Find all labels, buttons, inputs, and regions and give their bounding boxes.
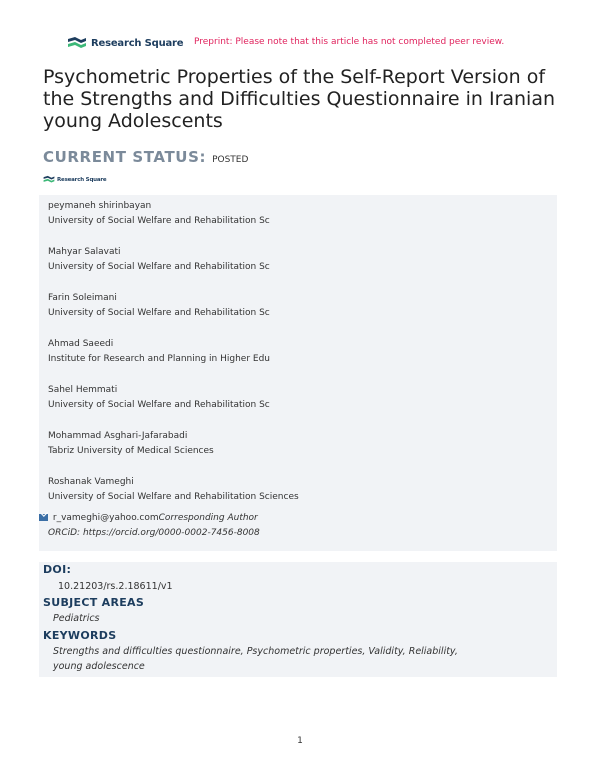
author-affiliation: Tabriz University of Medical Sciences	[48, 446, 214, 456]
author-entry	[48, 475, 299, 505]
research-square-small-logo	[43, 175, 106, 184]
corresponding-contact	[39, 511, 260, 541]
author-entry	[48, 337, 270, 367]
status-value: POSTED	[212, 155, 249, 165]
author-entry	[48, 291, 270, 321]
author-affiliation: University of Social Welfare and Rehabilitation Sc	[48, 308, 270, 318]
author-entry	[48, 245, 270, 275]
author-name: Ahmad Saeedi	[48, 339, 114, 349]
research-square-logo[interactable]	[67, 35, 183, 51]
keywords-line-2: young adolescence	[53, 661, 145, 672]
status-label: CURRENT STATUS:	[43, 148, 207, 166]
page-number: 1	[297, 736, 303, 746]
small-logo-text: Research Square	[57, 176, 107, 183]
research-square-logo-icon	[67, 36, 87, 50]
mail-icon	[39, 514, 48, 521]
author-affiliation: University of Social Welfare and Rehabilitation Sc	[48, 262, 270, 272]
subject-area-value: Pediatrics	[53, 613, 100, 624]
corresponding-author-label: Corresponding Author	[158, 513, 258, 523]
doi-label: DOI:	[43, 563, 72, 576]
author-name: Mahyar Salavati	[48, 247, 121, 257]
author-entry	[48, 429, 214, 459]
orcid-link[interactable]: ORCiD: https://orcid.org/0000-0002-7456-8008	[48, 528, 260, 538]
metadata-panel	[39, 562, 557, 677]
keywords-line-1: Strengths and difficulties questionnaire, Psychometric properties, Validity, Reliability,	[53, 646, 458, 657]
current-status	[43, 148, 248, 166]
preprint-notice: Preprint: Please note that this article has not completed peer review.	[194, 37, 505, 47]
author-name: peymaneh shirinbayan	[48, 201, 152, 211]
author-affiliation: Institute for Research and Planning in Higher Edu	[48, 354, 270, 364]
keywords-label: KEYWORDS	[43, 629, 117, 642]
author-name: Farin Soleimani	[48, 293, 117, 303]
author-affiliation: University of Social Welfare and Rehabilitation Sc	[48, 216, 270, 226]
author-email[interactable]: r_vameghi@yahoo.com	[52, 513, 159, 523]
article-title: Psychometric Properties of the Self-Report Version of the Strengths and Difficulties Questionnaire in Iranian young Adolescents	[43, 66, 556, 132]
logo-text: Research Square	[91, 37, 184, 49]
authors-panel	[39, 195, 557, 551]
author-affiliation: University of Social Welfare and Rehabilitation Sciences	[48, 492, 299, 502]
subject-areas-label: SUBJECT AREAS	[43, 596, 145, 609]
author-name: Roshanak Vameghi	[48, 477, 134, 487]
author-affiliation: University of Social Welfare and Rehabilitation Sc	[48, 400, 270, 410]
research-square-small-logo-icon	[43, 175, 55, 184]
author-entry	[48, 199, 270, 229]
author-entry	[48, 383, 270, 413]
author-name: Sahel Hemmati	[48, 385, 118, 395]
author-name: Mohammad Asghari-Jafarabadi	[48, 431, 188, 441]
doi-value[interactable]: 10.21203/rs.2.18611/v1	[58, 581, 173, 592]
